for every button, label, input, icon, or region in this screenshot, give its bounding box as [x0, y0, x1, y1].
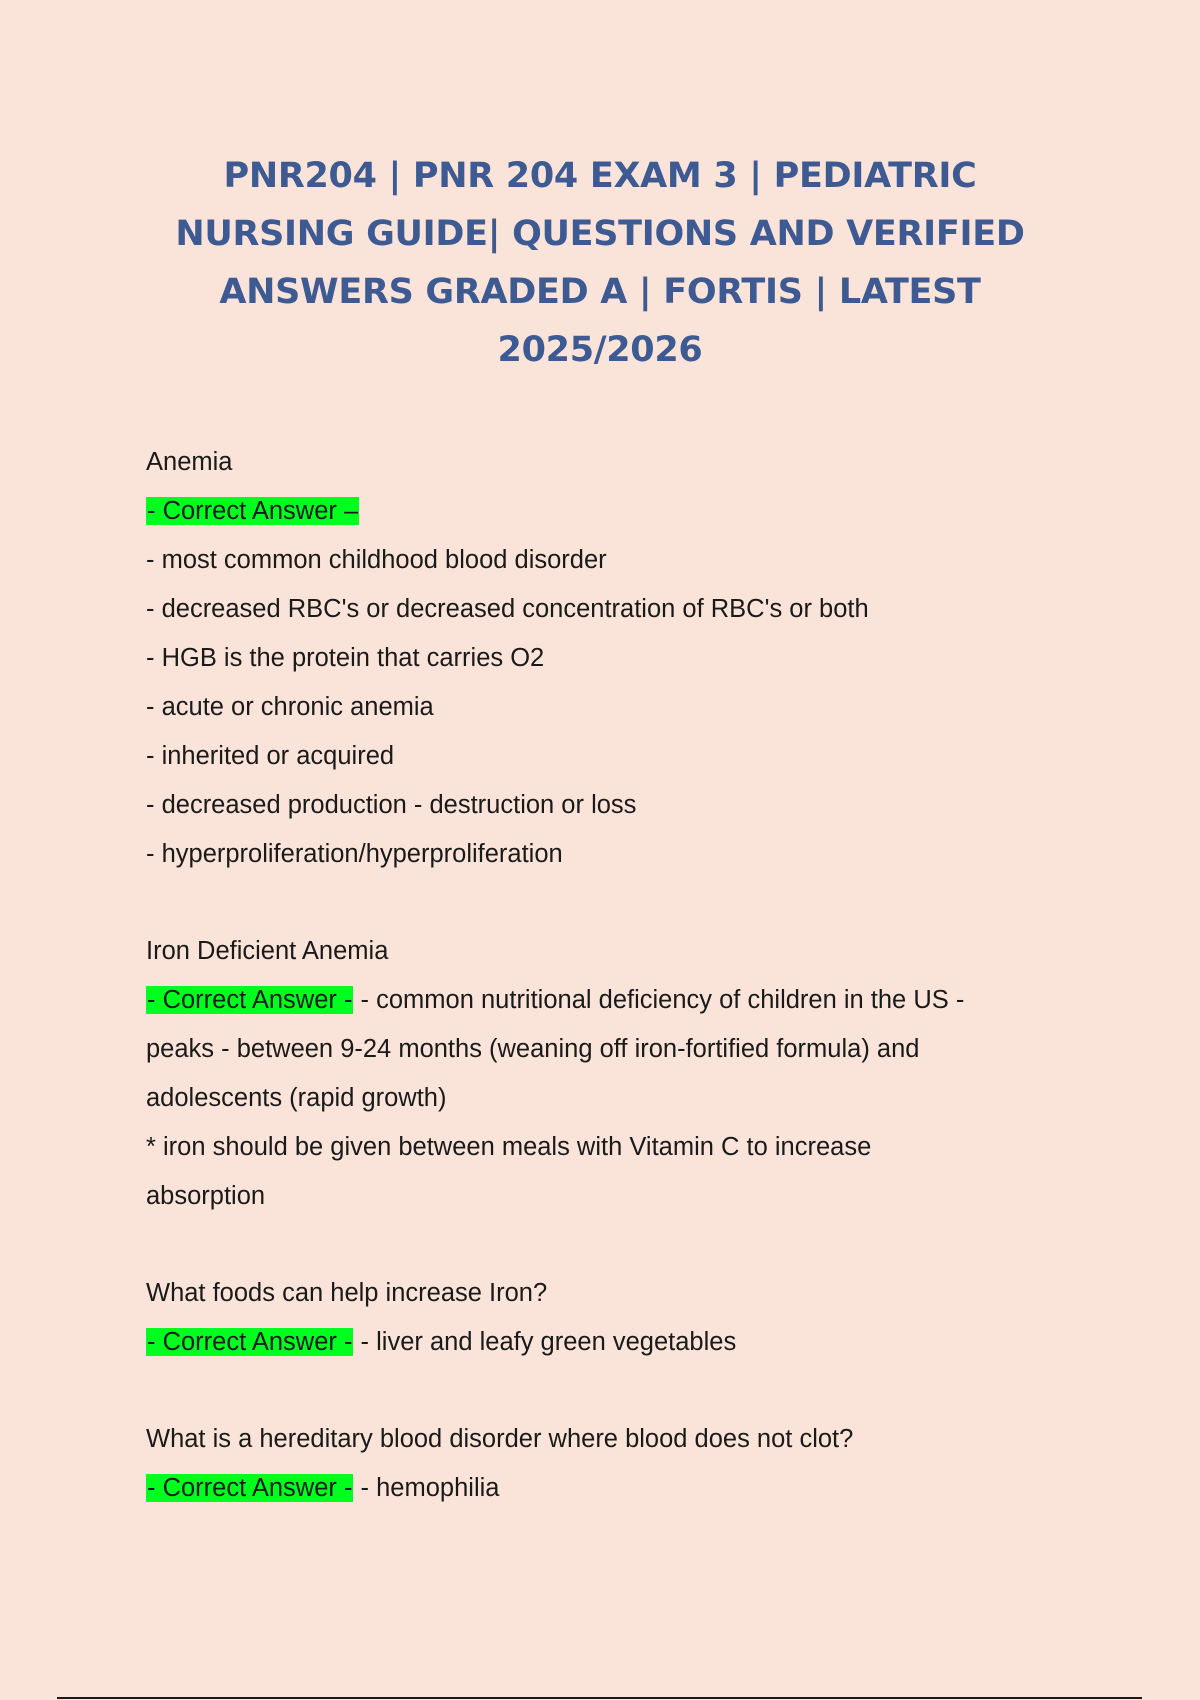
correct-answer-highlight: - Correct Answer - — [147, 1328, 353, 1356]
spacer — [146, 879, 1066, 927]
title-line: 2025/2026 — [497, 330, 703, 370]
answer-text: - decreased production - destruction or loss — [146, 791, 637, 819]
question-text: Anemia — [146, 448, 233, 476]
answer-text: - hyperproliferation/hyperproliferation — [146, 840, 563, 868]
answer-text: - hemophilia — [353, 1474, 500, 1502]
title-line: ANSWERS GRADED A | FORTIS | LATEST — [219, 272, 981, 312]
answer-line — [146, 1318, 1066, 1367]
document-title — [140, 147, 1060, 379]
correct-answer-highlight: - Correct Answer - — [147, 1474, 353, 1502]
qa-item — [146, 438, 1066, 879]
question-text: What is a hereditary blood disorder where blood does not clot? — [146, 1425, 854, 1453]
qa-item — [146, 1269, 1066, 1367]
title-line: NURSING GUIDE| QUESTIONS AND VERIFIED — [175, 214, 1025, 254]
answer-line — [146, 1464, 1066, 1513]
answer-text: - HGB is the protein that carries O2 — [146, 644, 545, 672]
answer-text: - liver and leafy green vegetables — [353, 1328, 737, 1356]
answer-text: * iron should be given between meals with Vitamin C to increase — [146, 1133, 872, 1161]
page-bottom-rule — [57, 1697, 1142, 1699]
answer-text: adolescents (rapid growth) — [146, 1084, 447, 1112]
answer-text: absorption — [146, 1182, 266, 1210]
qa-item — [146, 927, 1066, 1221]
spacer — [146, 1367, 1066, 1415]
question-text: What foods can help increase Iron? — [146, 1279, 548, 1307]
answer-line — [146, 487, 1066, 536]
correct-answer-highlight: - Correct Answer – — [147, 497, 359, 525]
spacer — [146, 1221, 1066, 1269]
title-line: PNR204 | PNR 204 EXAM 3 | PEDIATRIC — [223, 156, 977, 196]
answer-text: peaks - between 9-24 months (weaning off iron-fortified formula) and — [146, 1035, 920, 1063]
answer-line — [146, 976, 1066, 1025]
qa-list — [146, 438, 1066, 1513]
answer-text: - most common childhood blood disorder — [146, 546, 607, 574]
answer-text: - common nutritional deficiency of children in the US - — [353, 986, 965, 1014]
correct-answer-highlight: - Correct Answer - — [147, 986, 353, 1014]
answer-text: - inherited or acquired — [146, 742, 395, 770]
qa-item — [146, 1415, 1066, 1513]
question-text: Iron Deficient Anemia — [146, 937, 389, 965]
answer-text: - decreased RBC's or decreased concentration of RBC's or both — [146, 595, 869, 623]
answer-text: - acute or chronic anemia — [146, 693, 434, 721]
